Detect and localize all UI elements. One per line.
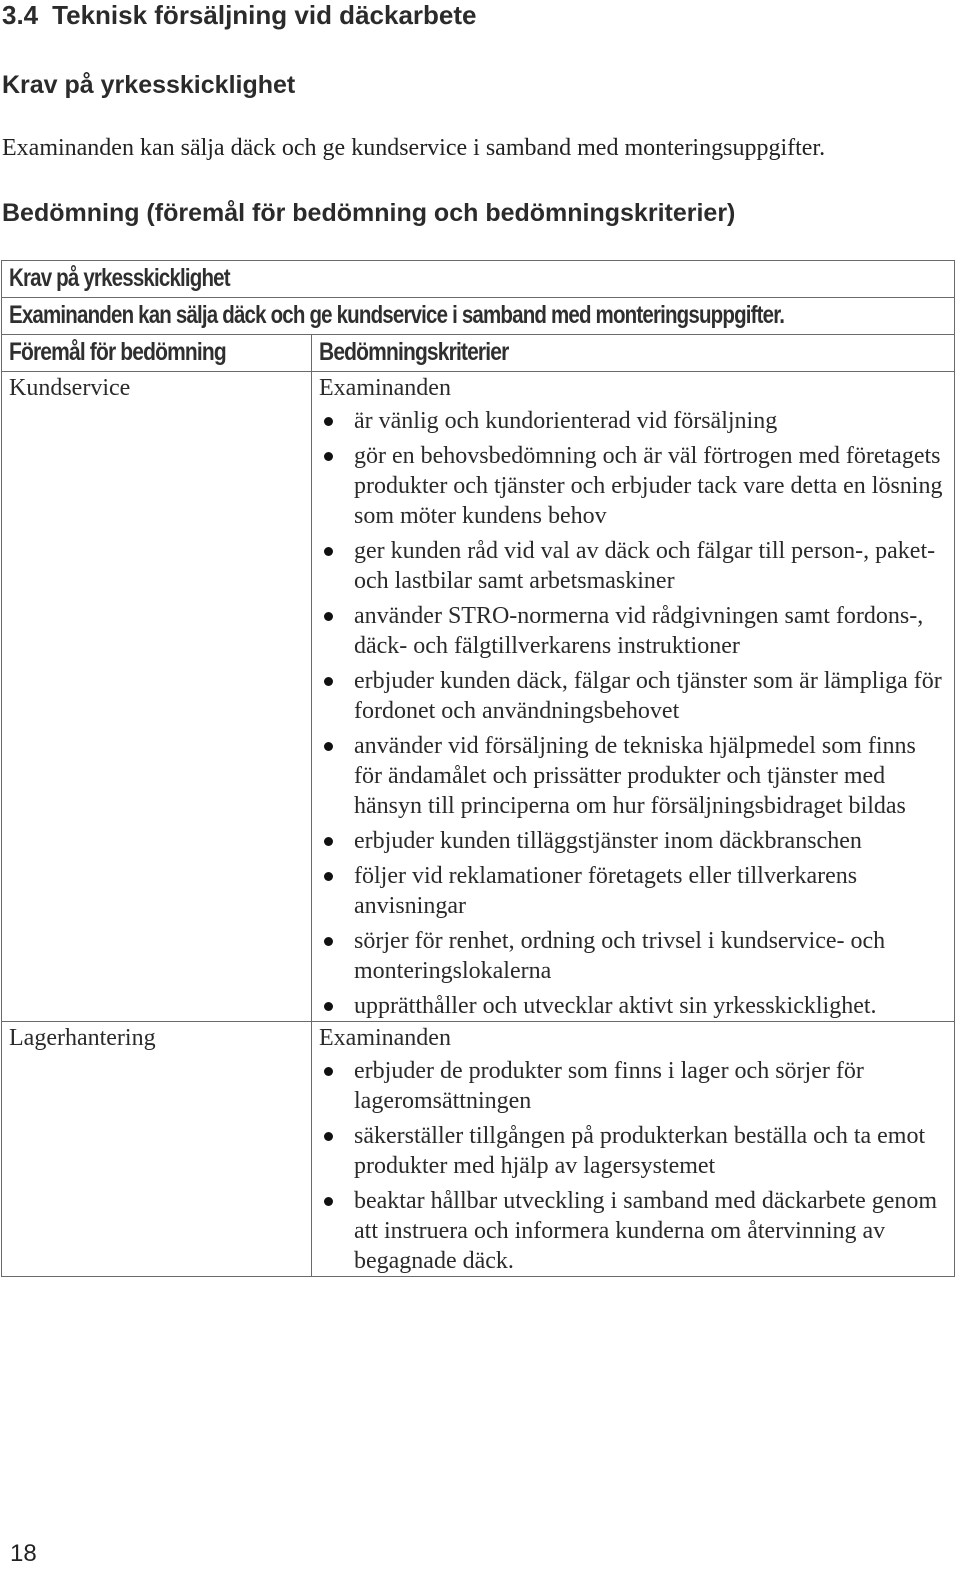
criteria-text: erbjuder kunden däck, fälgar och tjänster som är lämpliga för fordonet och användningsbehovet	[354, 668, 942, 724]
list-item	[319, 926, 948, 986]
list-item	[319, 1056, 948, 1116]
bullet-icon	[324, 612, 333, 621]
list-item	[319, 826, 948, 856]
list-item	[319, 601, 948, 661]
criteria-lead: Examinanden	[319, 375, 451, 401]
criteria-text: följer vid reklamationer företagets eller tillverkarens anvisningar	[354, 863, 858, 919]
bullet-icon	[324, 677, 333, 686]
table-row	[2, 372, 955, 1022]
column-header-object	[2, 335, 312, 372]
column-header-object-label: Föremål för bedömning	[9, 338, 226, 366]
list-item	[319, 731, 948, 821]
table-row	[2, 1022, 955, 1277]
bullet-icon	[324, 547, 333, 556]
list-item	[319, 991, 948, 1021]
criteria-text: använder vid försäljning de tekniska hjälpmedel som finns för ändamålet och prissätter produkter och tjänster med hänsyn till principerna om hur försäljningsbidraget bildas	[354, 733, 916, 819]
assessment-heading: Bedömning (föremål för bedömning och bedömningskriterier)	[2, 199, 736, 227]
bullet-icon	[324, 872, 333, 881]
bullet-icon	[324, 1197, 333, 1206]
column-header-criteria-label: Bedömningskriterier	[319, 338, 509, 366]
criteria-text: gör en behovsbedömning och är väl förtrogen med företagets produkter och tjänster och erbjuder tack vare detta en lösning som möter kundens behov	[354, 443, 943, 529]
table-subtitle: Examinanden kan sälja däck och ge kundservice i samband med monteringsuppgifter.	[9, 301, 785, 329]
object-cell	[2, 372, 312, 1022]
bullet-icon	[324, 417, 333, 426]
criteria-text: ger kunden råd vid val av däck och fälgar till person-, paket- och lastbilar samt arbetsmaskiner	[354, 538, 936, 594]
criteria-text: erbjuder kunden tilläggstjänster inom däckbranschen	[354, 828, 862, 854]
column-header-criteria	[312, 335, 955, 372]
table-subtitle-cell	[2, 298, 955, 335]
object-cell	[2, 1022, 312, 1277]
section-title: Teknisk försäljning vid däckarbete	[52, 0, 477, 30]
bullet-icon	[324, 452, 333, 461]
column-header-row	[2, 335, 955, 372]
page-number: 18	[10, 1540, 37, 1567]
bullet-icon	[324, 1002, 333, 1011]
list-item	[319, 861, 948, 921]
list-item	[319, 1121, 948, 1181]
criteria-cell	[312, 1022, 955, 1277]
list-item	[319, 1186, 948, 1276]
list-item	[319, 536, 948, 596]
criteria-text: sörjer för renhet, ordning och trivsel i kundservice- och monteringslokalerna	[354, 928, 886, 984]
criteria-text: beaktar hållbar utveckling i samband med däckarbete genom att instruera och informera kunderna om återvinning av begagnade däck.	[354, 1188, 938, 1274]
table-subtitle-row	[2, 298, 955, 335]
list-item	[319, 666, 948, 726]
table-title-row	[2, 261, 955, 298]
list-item	[319, 406, 948, 436]
criteria-text: är vänlig och kundorienterad vid försäljning	[354, 408, 778, 434]
criteria-lead: Examinanden	[319, 1025, 451, 1051]
criteria-text: använder STRO-normerna vid rådgivningen samt fordons-, däck- och fälgtillverkarens instruktioner	[354, 603, 924, 659]
list-item	[319, 441, 948, 531]
table-title-cell	[2, 261, 955, 298]
criteria-text: upprätthåller och utvecklar aktivt sin yrkesskicklighet.	[354, 993, 877, 1019]
criteria-text: erbjuder de produkter som finns i lager och sörjer för lageromsättningen	[354, 1058, 864, 1114]
bullet-icon	[324, 742, 333, 751]
intro-text: Examinanden kan sälja däck och ge kundservice i samband med monteringsuppgifter.	[2, 135, 826, 161]
bullet-icon	[324, 837, 333, 846]
bullet-icon	[324, 1132, 333, 1141]
criteria-cell	[312, 372, 955, 1022]
bullet-icon	[324, 937, 333, 946]
section-number: 3.4	[2, 0, 39, 30]
criteria-text: säkerställer tillgången på produkterkan beställa och ta emot produkter med hjälp av lagersystemet	[354, 1123, 926, 1179]
section-heading	[2, 0, 476, 30]
assessment-table	[1, 260, 955, 1277]
table-title: Krav på yrkesskicklighet	[9, 264, 230, 292]
requirements-heading: Krav på yrkesskicklighet	[2, 71, 296, 99]
object-name: Lagerhantering	[9, 1025, 156, 1051]
criteria-list	[319, 1056, 948, 1276]
bullet-icon	[324, 1067, 333, 1076]
criteria-list	[319, 406, 948, 1021]
object-name: Kundservice	[9, 375, 131, 401]
